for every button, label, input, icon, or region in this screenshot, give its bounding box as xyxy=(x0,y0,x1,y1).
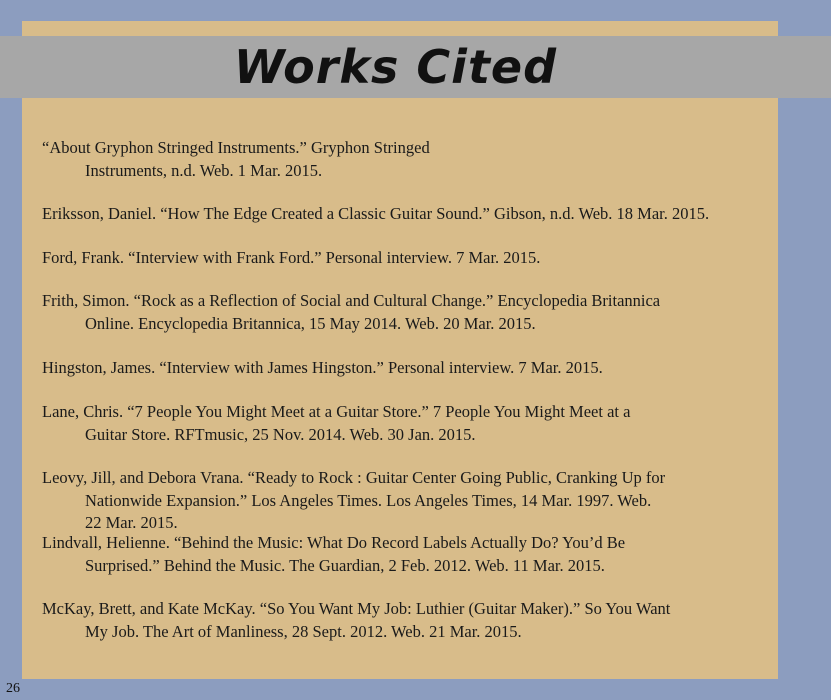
page-title: Works Cited xyxy=(233,40,558,94)
citation-line: Hingston, James. “Interview with James Hingston.” Personal interview. 7 Mar. 2015. xyxy=(42,358,603,377)
citation-line: My Job. The Art of Manliness, 28 Sept. 2012. Web. 21 Mar. 2015. xyxy=(85,621,522,641)
citation-entry xyxy=(42,290,815,335)
citation-line: Guitar Store. RFTmusic, 25 Nov. 2014. Web. 30 Jan. 2015. xyxy=(85,424,476,444)
citation-line: Instruments, n.d. Web. 1 Mar. 2015. xyxy=(85,160,323,180)
citation-entry xyxy=(42,598,815,643)
citation-line: Lane, Chris. “7 People You Might Meet at a Guitar Store.” 7 People You Might Meet at a xyxy=(42,402,631,421)
citation-line: Ford, Frank. “Interview with Frank Ford.” Personal interview. 7 Mar. 2015. xyxy=(42,248,541,267)
citation-line: Surprised.” Behind the Music. The Guardian, 2 Feb. 2012. Web. 11 Mar. 2015. xyxy=(85,555,605,575)
citation-entry xyxy=(42,401,815,446)
citation-line: Nationwide Expansion.” Los Angeles Times. Los Angeles Times, 14 Mar. 1997. Web. xyxy=(85,490,652,510)
citation-entry xyxy=(42,203,815,226)
citation-entry xyxy=(42,247,815,270)
citation-entry xyxy=(42,137,815,182)
content-panel xyxy=(22,21,778,679)
citation-line: “About Gryphon Stringed Instruments.” Gryphon Stringed xyxy=(42,138,430,157)
citation-line: Frith, Simon. “Rock as a Reflection of Social and Cultural Change.” Encyclopedia Britannica xyxy=(42,291,661,310)
citation-line: Lindvall, Helienne. “Behind the Music: What Do Record Labels Actually Do? You’d Be xyxy=(42,533,626,552)
citation-entry xyxy=(42,467,815,535)
citation-line: Online. Encyclopedia Britannica, 15 May 2014. Web. 20 Mar. 2015. xyxy=(85,313,536,333)
page-number: 26 xyxy=(6,681,20,696)
citation-entry xyxy=(42,357,815,380)
citation-line: Leovy, Jill, and Debora Vrana. “Ready to Rock : Guitar Center Going Public, Cranking Up for xyxy=(42,468,666,487)
citation-line: McKay, Brett, and Kate McKay. “So You Want My Job: Luthier (Guitar Maker).” So You Want xyxy=(42,599,671,618)
citation-line: 22 Mar. 2015. xyxy=(85,513,178,532)
citation-entry xyxy=(42,532,815,577)
citation-line: Eriksson, Daniel. “How The Edge Created a Classic Guitar Sound.” Gibson, n.d. Web. 18 Mar. 2015. xyxy=(42,204,710,223)
